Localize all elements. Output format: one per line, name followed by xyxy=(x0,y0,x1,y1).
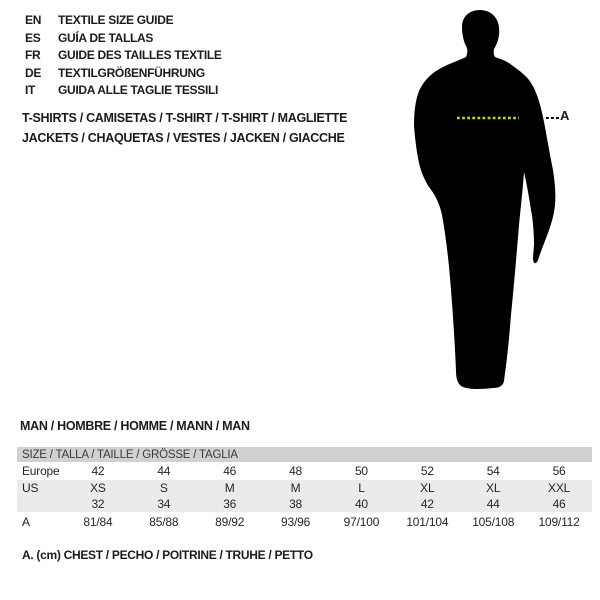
cell: XXL xyxy=(526,480,592,496)
cell: 40 xyxy=(329,496,395,512)
cell: 46 xyxy=(197,462,263,480)
cell: 48 xyxy=(263,462,329,480)
cell: 50 xyxy=(329,462,395,480)
language-row xyxy=(25,82,222,100)
row-label: Europe xyxy=(17,462,65,480)
category-titles xyxy=(22,109,347,148)
size-table xyxy=(17,447,592,531)
cell: 85/88 xyxy=(131,512,197,531)
cell: 101/104 xyxy=(394,512,460,531)
cell: 42 xyxy=(65,462,131,480)
language-code: IT xyxy=(25,83,36,97)
language-label: TEXTILGRÖßENFÜHRUNG xyxy=(58,65,205,80)
row-label: A xyxy=(17,512,65,531)
category-line-jackets: JACKETS / CHAQUETAS / VESTES / JACKEN / GIACCHE xyxy=(22,130,345,145)
cell: L xyxy=(329,480,395,496)
cell: M xyxy=(263,480,329,496)
table-row-numeric xyxy=(17,496,592,512)
language-label: GUÍA DE TALLAS xyxy=(58,30,154,45)
cell: 105/108 xyxy=(460,512,526,531)
man-silhouette xyxy=(403,5,575,390)
cell: 42 xyxy=(394,496,460,512)
cell: 81/84 xyxy=(65,512,131,531)
language-label: GUIDE DES TAILLES TEXTILE xyxy=(58,48,222,62)
cell: XL xyxy=(460,480,526,496)
language-code: DE xyxy=(25,65,42,80)
language-label: GUIDA ALLE TAGLIE TESSILI xyxy=(58,83,219,97)
cell: 44 xyxy=(131,462,197,480)
cell: 36 xyxy=(197,496,263,512)
cell: 38 xyxy=(263,496,329,512)
cell: 89/92 xyxy=(197,512,263,531)
table-row-us xyxy=(17,480,592,496)
language-row xyxy=(25,65,222,83)
cell: 93/96 xyxy=(263,512,329,531)
cell: 97/100 xyxy=(329,512,395,531)
language-code: FR xyxy=(25,48,41,62)
size-table-header-row xyxy=(17,447,592,462)
section-title: MAN / HOMBRE / HOMME / MANN / MAN xyxy=(20,419,250,433)
language-label: TEXTILE SIZE GUIDE xyxy=(58,13,174,27)
table-row-chest xyxy=(17,512,592,531)
row-label xyxy=(17,496,65,512)
cell: 56 xyxy=(526,462,592,480)
cell: 34 xyxy=(131,496,197,512)
language-legend xyxy=(25,12,222,100)
cell: 32 xyxy=(65,496,131,512)
measurement-footnote: A. (cm) CHEST / PECHO / POITRINE / TRUHE / PETTO xyxy=(22,548,313,562)
cell: XS xyxy=(65,480,131,496)
cell: XL xyxy=(394,480,460,496)
language-row xyxy=(25,12,222,30)
cell: 54 xyxy=(460,462,526,480)
cell: S xyxy=(131,480,197,496)
man-silhouette-shape xyxy=(414,10,555,389)
size-table-header: SIZE / TALLA / TAILLE / GRÖSSE / TAGLIA xyxy=(17,447,592,462)
cell: 52 xyxy=(394,462,460,480)
cell: 44 xyxy=(460,496,526,512)
language-row xyxy=(25,47,222,65)
language-row xyxy=(25,30,222,48)
cell: 109/112 xyxy=(526,512,592,531)
category-line-tshirts: T-SHIRTS / CAMISETAS / T-SHIRT / T-SHIRT / MAGLIETTE xyxy=(22,111,348,125)
table-row-europe xyxy=(17,462,592,480)
measure-label-a: A xyxy=(560,108,570,123)
language-code: ES xyxy=(25,30,41,45)
row-label: US xyxy=(17,480,65,496)
language-code: EN xyxy=(25,13,42,27)
cell: M xyxy=(197,480,263,496)
cell: 46 xyxy=(526,496,592,512)
